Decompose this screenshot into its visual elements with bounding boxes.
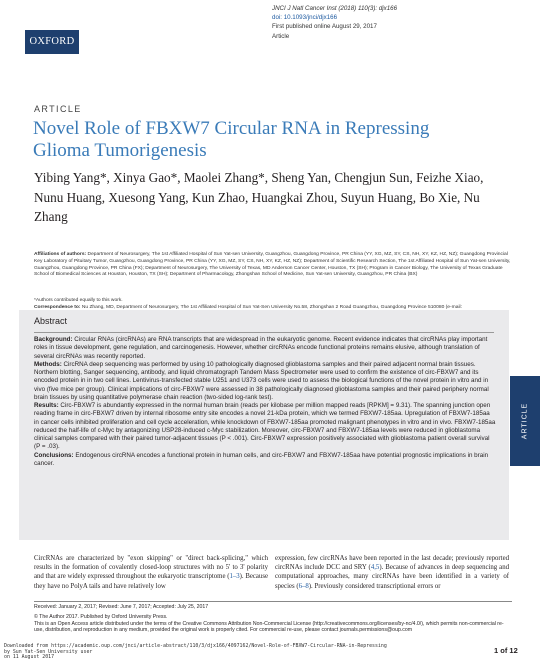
abstract-methods [34,361,496,402]
correspondence-text: Nu Zhang, MD, Department of Neurosurgery, The 1st Affiliated Hospital of Sun Yat-Sen University No.58, Zhongshan 2 Road Guangzhou, Guangdong Province 510080 (e-mail: [81,304,462,310]
doi-link[interactable]: doi: 10.1093/jnci/djx166 [272,14,338,22]
abstract-heading: Abstract [34,316,68,326]
side-tab-label: ARTICLE [521,402,529,440]
abstract-body [34,336,496,468]
abstract-conclusions [34,452,496,469]
affiliations [34,252,512,279]
equal-contribution-note: *Authors contributed equally to this work. [34,298,123,303]
page-number: 1 of 12 [494,646,518,655]
results-text: Circ-FBXW7 is abundantly expressed in the normal human brain (reads per kilobase per million mapped reads [RPKM] = 9.31). The spanning junction open reading frame in circ-FBXW7 driven by internal ribosome entry site encodes a novel 21-kDa protein, which we termed FBXW7-185aa. Upregulation of FBXW7-185aa in cancer cells inhibited proliferation and cell cycle acceleration, while knockdown of FBXW7-185aa promoted malignant phenotypes in vitro and in vivo. FBXW7-185aa reduced the half-life of c-Myc by antagonizing USP28-induced c-Myc stabilization. Moreover, circ-FBXW7 and FBXW7-185aa levels were reduced in glioblastoma clinical samples compared with their paired tumor-adjacent tissues (P < .001). Circ-FBXW7 expression positively associated with glioblastoma patient overall survival (P = .03). [34,402,496,451]
received-dates: Received: January 2, 2017; Revised: June 7, 2017; Accepted: July 25, 2017 [34,604,209,610]
download-line: on 11 August 2017 [4,654,55,661]
download-line: by Sun Yat-Sen University user [4,648,93,655]
methods-label: Methods: [34,360,62,368]
body-right-text-c: ). Previously considered transcriptional errors or [308,582,441,590]
citation-link[interactable]: 1–3 [229,573,240,581]
published-date: First published online August 29, 2017 [272,23,377,31]
abstract-results [34,402,496,452]
citation-link[interactable]: 4,5 [370,564,380,572]
body-right-text-a: expression, few circRNAs have been reported in the last decade; previously reported circRNAs include DCC and SRY ( [275,555,509,572]
footer-divider [34,601,512,602]
body-column-right [275,554,509,591]
license-block [34,614,512,634]
section-kicker: ARTICLE [34,104,82,114]
doi-line [272,13,532,22]
journal-citation: JNCI J Natl Cancer Inst (2018) 110(3): djx166 [272,5,398,12]
methods-text: CircRNA deep sequencing was performed by using 10 pathologically diagnosed glioblastoma samples and their paired adjacent normal brain tissues. Northern blotting, Sanger sequencing, antibody, and liquid chromatograph Tandem Mass Spectrometer were used to confirm the existence of circ-FBXW7 and its encoded protein in in two cell lines. Lentivirus-transfected stable U251 and U373 cells were used to assess the biological functions of the novel protein in vitro and in vivo (five mice per group). Clinical implications of circ-FBXW7 were assessed in 38 pathologically diagnosed glioblastoma samples and their paired periphery normal brain tissues by using quantitative polymerase chain reaction (two-sided log-rank test). [34,360,489,401]
license-text: This is an Open Access article distributed under the terms of the Creative Commons Attribution Non-Commercial License (http://creativecommons.org/licenses/by-nc/4.0/), which permits non-commercial re-use, distribution, and reproduction in any medium, provided the original work is properly cited. For commercial re-use, please contact journals.permissions@oup.com [34,620,504,634]
article-meta [272,4,532,41]
abstract-divider [34,332,494,333]
results-label: Results: [34,402,59,409]
background-label: Background: [34,336,73,343]
oxford-logo: OXFORD [25,30,79,54]
background-text: Circular RNAs (circRNAs) are RNA transcripts that are widespread in the eukaryotic genome. Recent evidence indicates that circRNAs play important roles in tissue development, gene regulation, and carcinogenesis. However, whether circRNAs encode functional proteins remains elusive, although translation of several circRNAs was recently reported. [34,336,488,360]
conclusions-label: Conclusions: [34,451,74,459]
body-column-left [34,554,268,591]
abstract-background [34,336,496,361]
body-left-text-a: CircRNAs are characterized by "exon skipping" or "direct back-splicing," which results in the formation of covalently closed-loop structures with no 5' to 3' polarity and that are widely expressed throughout the eukaryotic transcriptome ( [34,555,268,581]
author-list: Yibing Yang*, Xinya Gao*, Maolei Zhang*, Sheng Yan, Chengjun Sun, Feizhe Xiao, Nunu Huang, Xuesong Yang, Kun Zhao, Huangkai Zhou, Suyun Huang, Bo Xie, Nu Zhang [34,170,484,224]
correspondence-label: Correspondence to: [34,304,81,310]
affiliations-label: Affiliations of authors: [34,252,87,257]
affiliations-text: Department of Neurosurgery, The 1st Affiliated Hospital of Sun Yat-sen University, Guangzhou, Guangdong Province, PR China (YY, XG, MZ, SY, CS, NH, XY, KZ, HZ, NZ); Guangdong Provincial Key Laboratory of Pituitary Tumor, Guangzhou, Guangdong Province, PR China (YY, XG, MZ, SY, CS, NH, XY, KZ, HZ, NZ); Department of Scientific Research Section, The 1st Affiliated Hospital of Sun Yat-sen University, Guangzhou, Guangdong Province, PR China (FX); Department of Neurosurgery, The University of Texas, MD Anderson Cancer Center, Houston, TX (SH); Program in Cancer Biology, The University of Texas Graduate School of Biomedical Sciences at Houston, Houston, TX (SH); Department of Pharmacology, Zhongshan School of Medicine, Sun Yat-sen University, Guangzhou, PR China (BX) [34,252,511,278]
body-left-text-b: ). Because they have no PolyA tails and have relatively low [34,573,268,590]
abstract-box [19,310,509,540]
copyright: © The Author 2017. Published by Oxford University Press. [34,614,168,620]
conclusions-text: Endogenous circRNA encodes a functional protein in human cells, and circ-FBXW7 and FBXW7-185aa have potential prognostic implications in brain cancer. [34,451,489,467]
article-type: Article [272,32,290,40]
citation-link[interactable]: 6–8 [298,582,309,590]
download-line: Downloaded from https://academic.oup.com/jnci/article-abstract/110/3/djx166/4097162/Novel-Role-of-FBXW7-Circular-RNA-in-Repressing [4,643,387,649]
download-stamp [4,644,424,661]
article-side-tab [510,376,540,466]
article-title: Novel Role of FBXW7 Circular RNA in Repressing Glioma Tumorigenesis [33,118,430,161]
body-right-text-b: ). Because of advances in deep sequencing and computational approaches, many circRNAs have been identified in a variety of species ( [275,564,509,590]
